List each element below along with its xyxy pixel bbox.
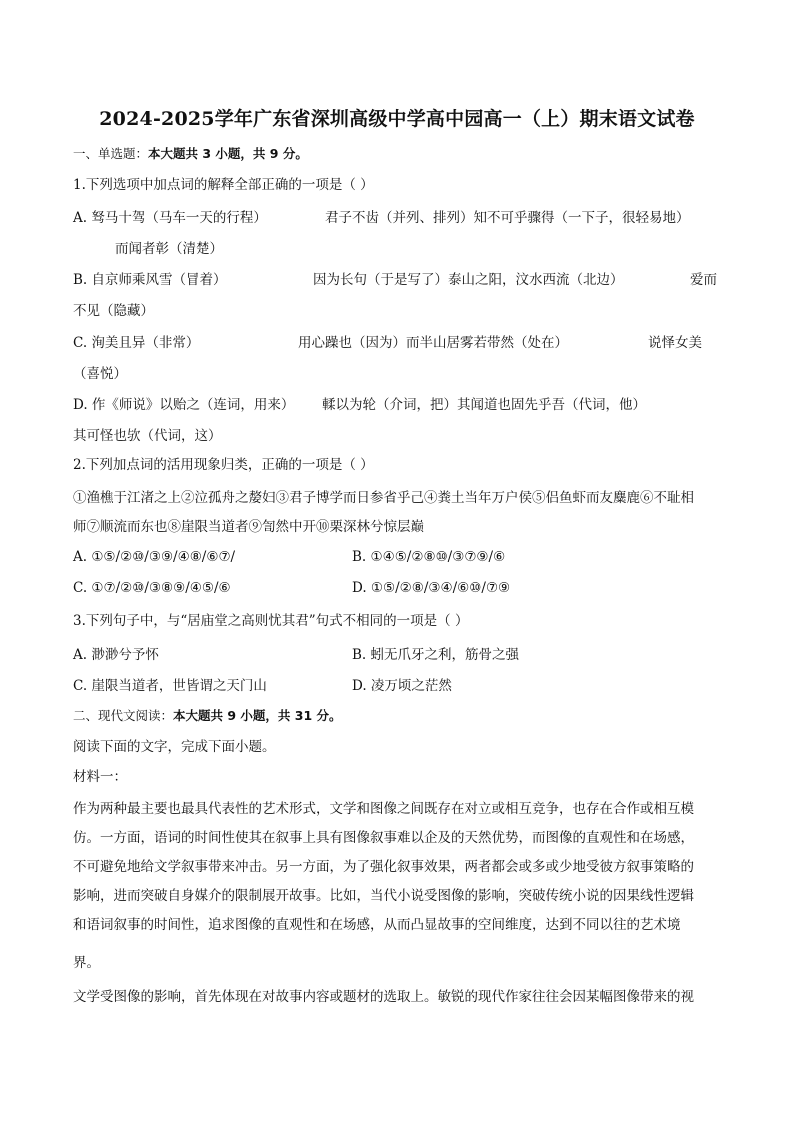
q1-option-b-part3: 爱而: [690, 272, 717, 288]
paragraph-line: 影响，进而突破自身媒介的限制展开故事。比如，当代小说受图像的影响，突破传统小说的因果线性逻辑: [73, 888, 694, 904]
q1-option-a-part1: A. 驽马十驾（马车一天的行程）: [73, 210, 267, 226]
paragraph-line: 文学受图像的影响，首先体现在对故事内容或题材的选取上。敏锐的现代作家往往会因某幅图像带来的视: [73, 989, 694, 1005]
q1-option-a-part2: 君子不齿（并列、排列）知不可乎骤得（一下子，很轻易地）: [325, 210, 690, 226]
reading-intro: 阅读下面的文字，完成下面小题。: [73, 739, 276, 755]
q2-option-c: C. ①⑦/②⑩/③⑧⑨/④⑤/⑥: [73, 580, 231, 596]
section-heading-2: [73, 706, 342, 726]
section-1-label: 一、单选题：: [73, 146, 149, 161]
q1-option-b-part1: B. 自京师乘风雪（冒着）: [73, 272, 227, 288]
q1-option-d-part3: 其可怪也欤（代词，这）: [73, 428, 222, 444]
question-3-stem: 3.下列句子中，与“居庙堂之高则忧其君”句式不相同的一项是（ ）: [73, 613, 469, 629]
paragraph-line: 作为两种最主要也最具代表性的艺术形式，文学和图像之间既存在对立或相互竞争，也存在合作或相互模: [73, 801, 694, 817]
q2-text-line-1: ①渔樵于江渚之上②泣孤舟之嫠妇③君子博学而日参省乎己④粪土当年万户侯⑤侣鱼虾而友麋鹿⑥不耻相: [73, 490, 694, 506]
q1-option-c-part3: 说怿女美: [648, 335, 702, 351]
q1-option-c-part1: C. 洵美且异（非常）: [73, 335, 200, 351]
q1-option-c-part2: 用心躁也（因为）而半山居雾若带然（处在）: [298, 335, 568, 351]
section-2-desc: 本大题共 9 小题，共 31 分。: [173, 708, 342, 723]
section-1-desc: 本大题共 3 小题，共 9 分。: [148, 146, 308, 161]
q3-option-b: B. 蚓无爪牙之利，筋骨之强: [352, 647, 520, 663]
exam-title: 2024-2025学年广东省深圳高级中学高中园高一（上）期末语文试卷: [99, 108, 695, 130]
paragraph-line: 仿。一方面，语词的时间性使其在叙事上具有图像叙事难以企及的天然优势，而图像的直观性和在场感，: [73, 830, 694, 846]
question-1-stem: 1.下列选项中加点词的解释全部正确的一项是（ ）: [73, 177, 374, 193]
q1-option-b-part2: 因为长句（于是写了）泰山之阳，汶水西流（北边）: [313, 272, 624, 288]
question-2-stem: 2.下列加点词的活用现象归类，正确的一项是（ ）: [73, 457, 374, 473]
paragraph-line: 界。: [73, 955, 100, 971]
section-2-label: 二、现代文阅读：: [73, 708, 174, 723]
paragraph-line: 不可避免地给文学叙事带来冲击。另一方面，为了强化叙事效果，两者都会或多或少地受彼方叙事策略的: [73, 859, 694, 875]
paragraph-line: 和语词叙事的时间性，追求图像的直观性和在场感，从而凸显故事的空间维度，达到不同以往的艺术境: [73, 917, 681, 933]
material-label: 材料一：: [73, 769, 127, 785]
q2-text-line-2: 师⑦顺流而东也⑧崖限当道者⑨訇然中开⑩栗深林兮惊层巅: [73, 519, 424, 535]
q1-option-d-part1: D. 作《师说》以贻之（连词，用来）: [73, 397, 295, 413]
q3-option-d: D. 凌万顷之茫然: [352, 678, 452, 694]
q3-option-c: C. 崖限当道者，世皆谓之天门山: [73, 678, 267, 694]
section-heading-1: [73, 144, 308, 164]
q1-option-d-part2: 輮以为轮（介词，把）其闻道也固先乎吾（代词，他）: [322, 397, 646, 413]
q2-option-a: A. ①⑤/②⑩/③⑨/④⑧/⑥⑦/: [73, 549, 236, 565]
q1-option-c-part4: （喜悦）: [73, 366, 127, 382]
q2-option-b: B. ①④⑤/②⑧⑩/③⑦⑨/⑥: [352, 549, 506, 565]
q1-option-a-part3: 而闻者彰（清楚）: [115, 241, 223, 257]
q1-option-b-part4: 不见（隐藏）: [73, 303, 154, 319]
q3-option-a: A. 渺渺兮予怀: [73, 647, 159, 663]
q2-option-d: D. ①⑤/②⑧/③④/⑥⑩/⑦⑨: [352, 580, 511, 596]
